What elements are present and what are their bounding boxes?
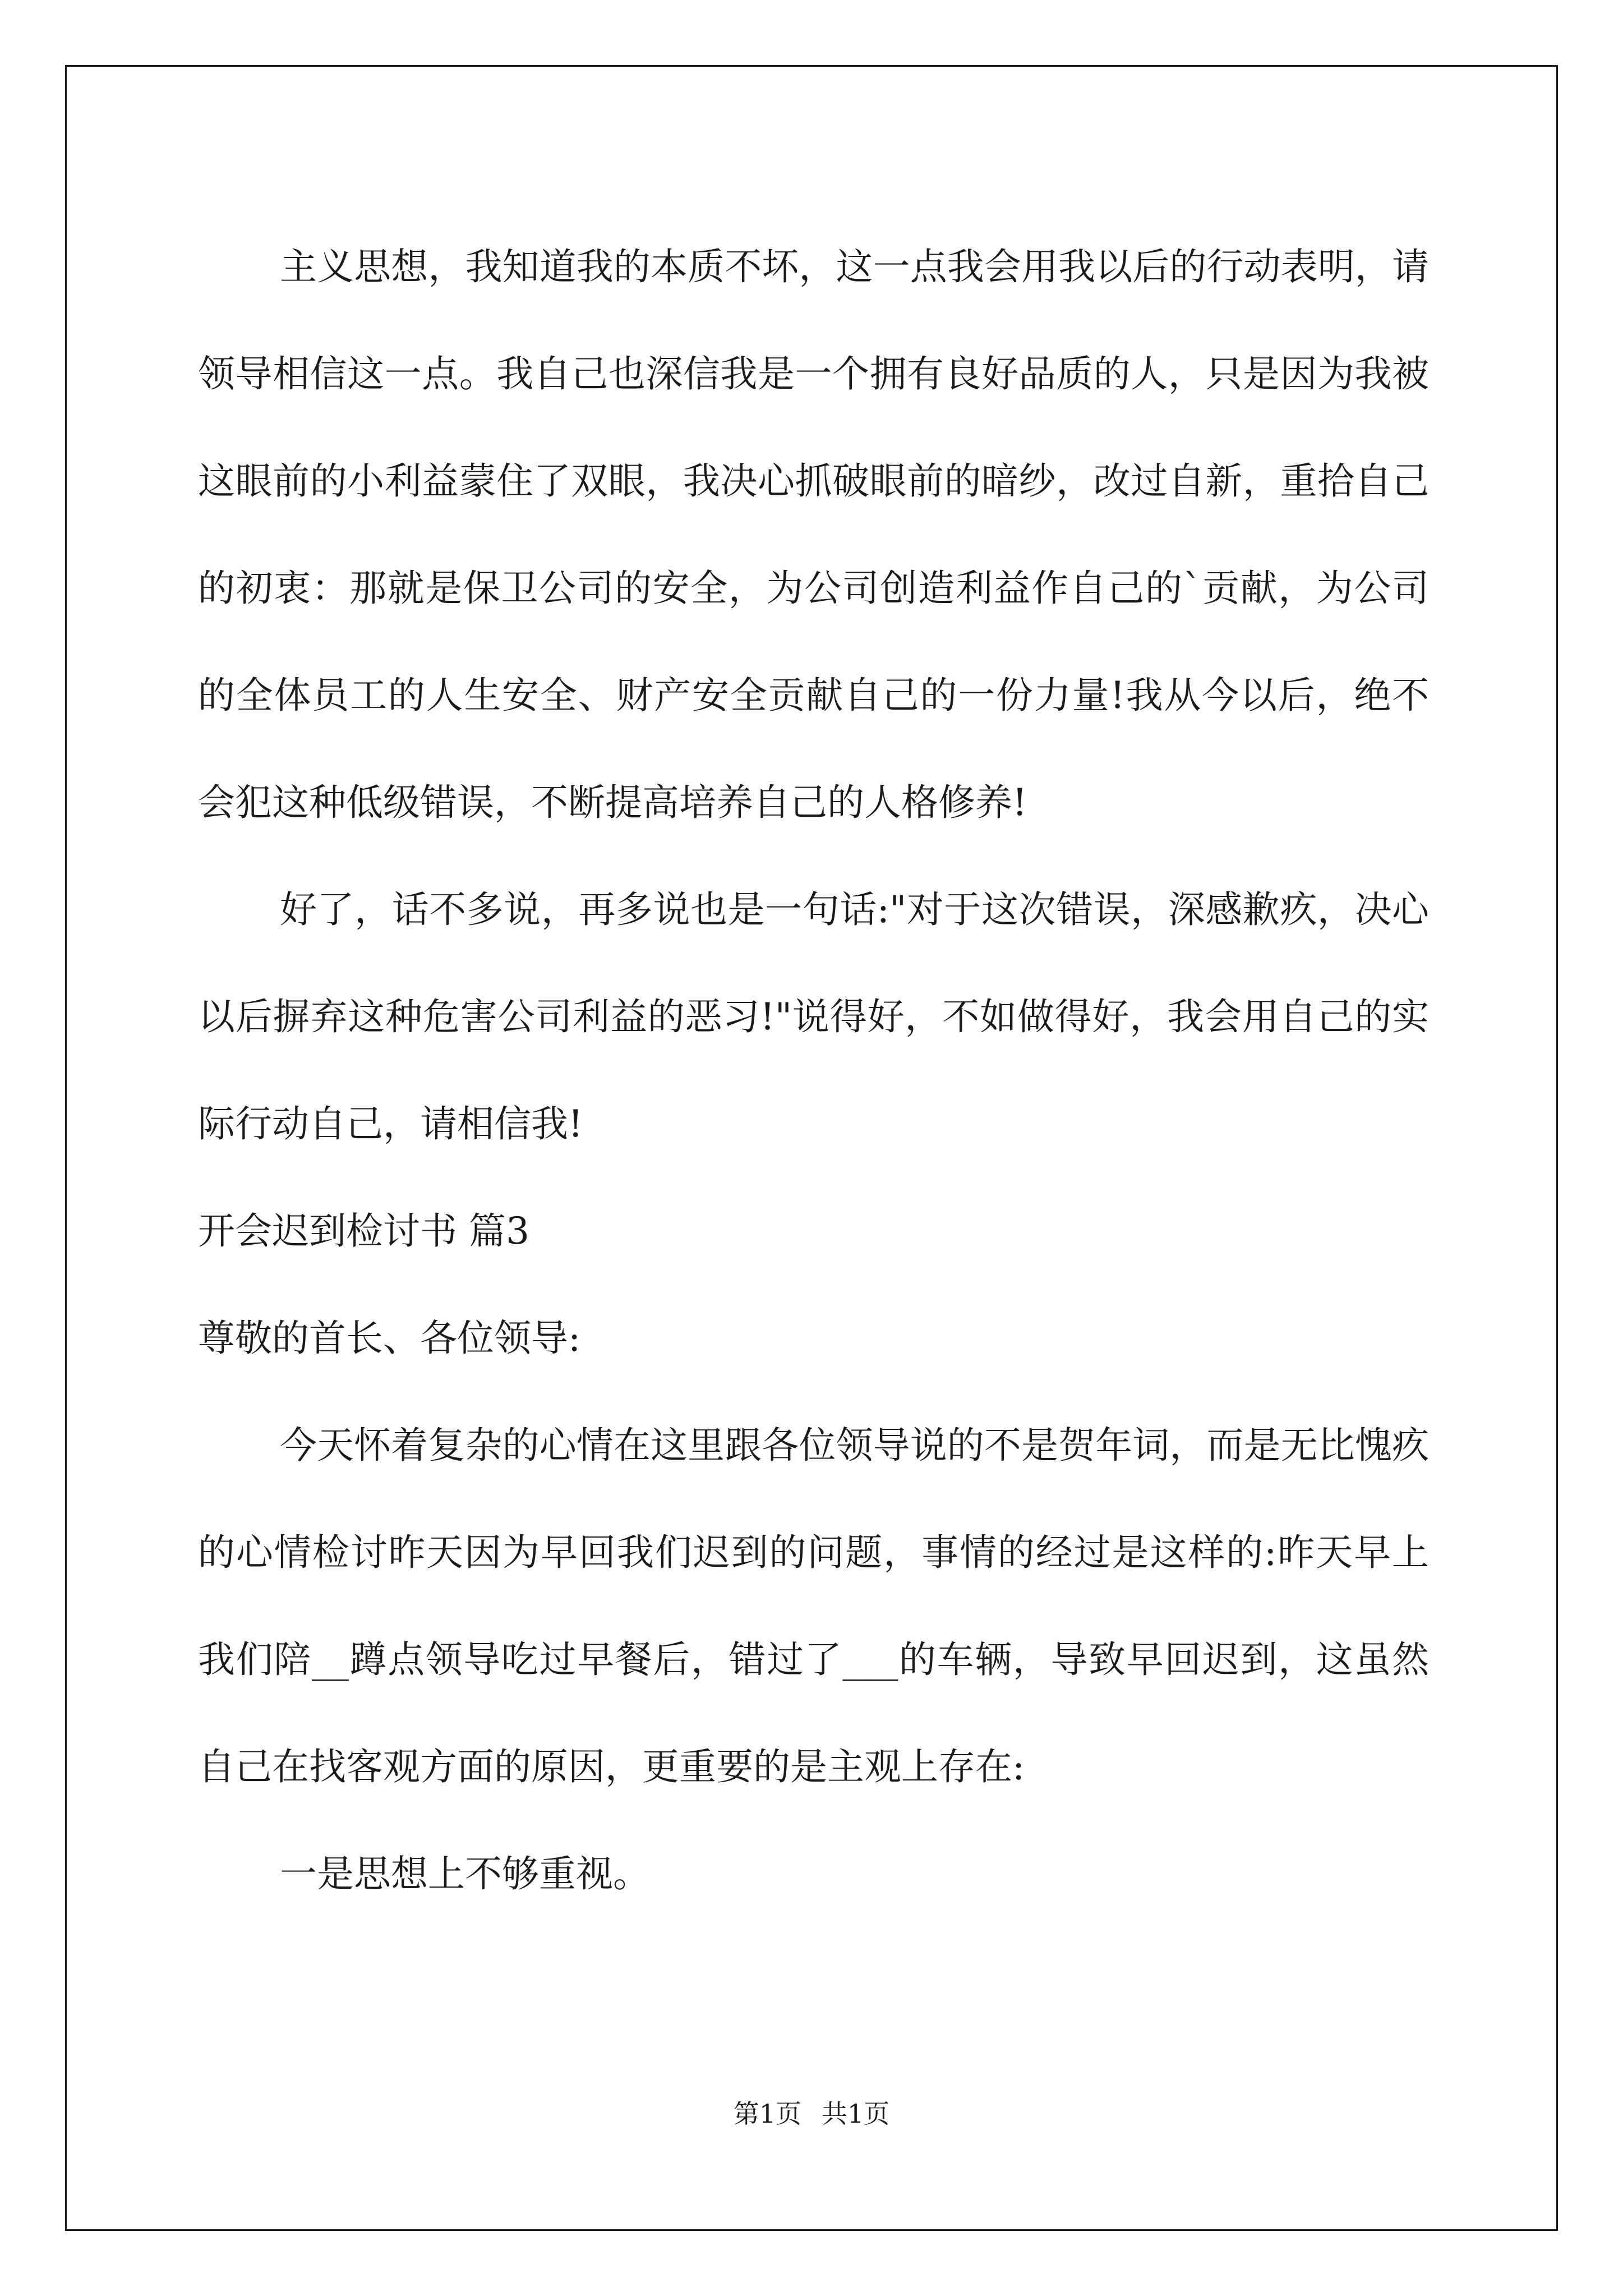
paragraph: 一是思想上不够重视。 xyxy=(280,1852,650,1895)
paragraph: 好了，话不多说，再多说也是一句话:"对于这次错误，深感歉疚，决心以后摒弃这种危害公司利益的恶习!"说得好，不如做得好，我会用自己的实际行动自己，请相信我! xyxy=(198,888,1429,1145)
page-number: 第1页 xyxy=(733,2099,801,2129)
section-heading: 开会迟到检讨书 篇3 xyxy=(198,1209,529,1253)
paragraph: 主义思想，我知道我的本质不坏，这一点我会用我以后的行动表明，请领导相信这一点。我自己也深信我是一个拥有良好品质的人，只是因为我被这眼前的小利益蒙住了双眼，我决心抓破眼前的暗纱，改过自新，重拾自己的初衷：那就是保卫公司的安全，为公司创造利益作自己的`贡献，为公司的全体员工的人生安全、财产安全贡献自己的一份力量!我从今以后，绝不会犯这种低级错误，不断提高培养自己的人格修养! xyxy=(198,245,1429,824)
document-body xyxy=(198,213,1429,1927)
page-total: 共1页 xyxy=(822,2099,890,2129)
salutation: 尊敬的首长、各位领导: xyxy=(198,1317,581,1360)
page-footer xyxy=(0,2097,1623,2131)
paragraph: 今天怀着复杂的心情在这里跟各位领导说的不是贺年词，而是无比愧疚的心情检讨昨天因为早回我们迟到的问题，事情的经过是这样的:昨天早上我们陪__蹲点领导吃过早餐后，错过了___的车辆，导致早回迟到，这虽然自己在找客观方面的原因，更重要的是主观上存在: xyxy=(198,1424,1429,1788)
